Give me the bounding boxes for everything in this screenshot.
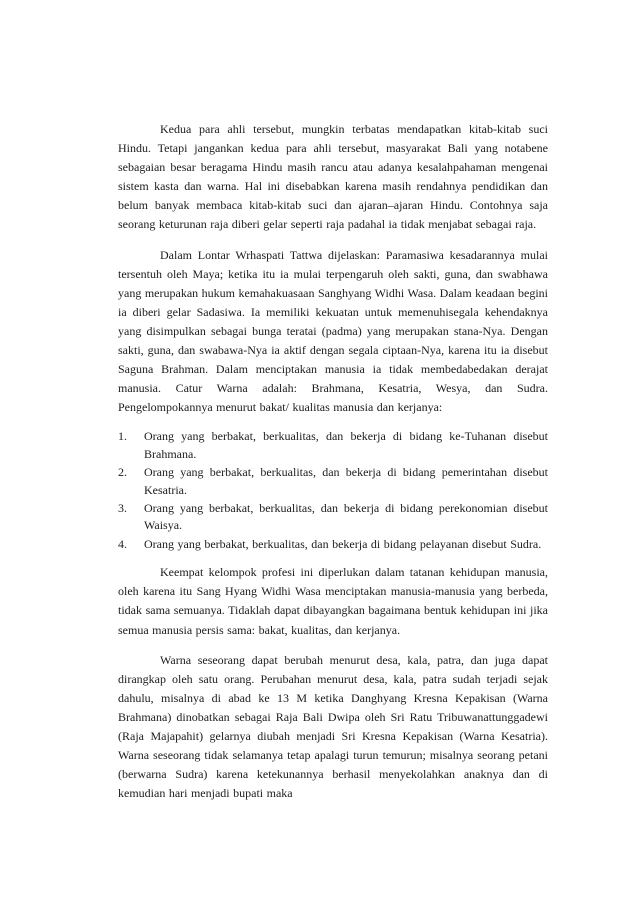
list-item [118, 500, 548, 535]
list-item [118, 536, 548, 553]
paragraph-warna-seseorang: Warna seseorang dapat berubah menurut desa, kala, patra, dan juga dapat dirangkap oleh satu orang. Perubahan menurut desa, kala, patra sudah terjadi sejak dahulu, misalnya di abad ke 13 M ketika Danghyang Kresna Kepakisan (Warna Brahmana) dinobatkan sebagai Raja Bali Dwipa oleh Sri Ratu Tribuwanattunggadewi (Raja Majapahit) gelarnya diubah menjadi Sri Kresna Kepakisan (Warna Kesatria). Warna seseorang tidak selamanya tetap apalagi turun temurun; misalnya seorang petani (berwarna Sudra) karena ketekunannya berhasil menyekolahkan anaknya dan di kemudian hari menjadi bupati maka [118, 652, 548, 801]
list-item [118, 428, 548, 463]
list-item-text: Orang yang berbakat, berkualitas, dan bekerja di bidang ke-Tuhanan disebut Brahmana. [144, 429, 548, 461]
list-item-number: 4. [118, 536, 127, 551]
paragraph-kedua-para-ahli: Kedua para ahli tersebut, mungkin terbatas mendapatkan kitab-kitab suci Hindu. Tetapi jangankan kedua para ahli tersebut, masyarakat Bali yang notabene sebagaian besar beragama Hindu masih rancu atau adanya kesalahpahaman mengenai sistem kasta dan warna. Hal ini disebabkan karena masih rendahnya pendidikan dan belum banyak membaca kitab-kitab suci dan ajaran–ajaran Hindu. Contohnya saja seorang keturunan raja diberi gelar seperti raja padahal ia tidak menjabat sebagai raja. [118, 122, 548, 232]
list-item-text: Orang yang berbakat, berkualitas, dan bekerja di bidang perekonomian disebut Waisya. [144, 501, 548, 533]
document-body [118, 120, 548, 814]
list-item [118, 464, 548, 499]
list-item-number: 1. [118, 429, 127, 444]
list-item-text: Orang yang berbakat, berkualitas, dan bekerja di bidang pemerintahan disebut Kesatria. [144, 465, 548, 497]
list-item-number: 3. [118, 501, 127, 516]
catur-warna-list [118, 428, 548, 553]
list-item-number: 2. [118, 465, 127, 480]
list-item-text: Orang yang berbakat, berkualitas, dan bekerja di bidang pelayanan disebut Sudra. [144, 536, 542, 551]
paragraph-keempat-kelompok: Keempat kelompok profesi ini diperlukan dalam tatanan kehidupan manusia, oleh karena itu Sang Hyang Widhi Wasa menciptakan manusia-manusia yang berbeda, tidak sama semuanya. Tidaklah dapat dibayangkan bagaimana bentuk kehidupan ini jika semua manusia persis sama: bakat, kualitas, dan kerjanya. [118, 565, 548, 637]
paragraph-lontar-wrhaspati: Dalam Lontar Wrhaspati Tattwa dijelaskan: Paramasiwa kesadarannya mulai tersentuh oleh Maya; ketika itu ia mulai terpengaruh oleh sakti, guna, dan swabhawa yang merupakan hukum kemahakuasaan Sanghyang Widhi Wasa. Dalam keadaan begini ia diberi gelar Sadasiwa. Ia memiliki kekuatan untuk memenuhisegala kehendaknya yang disimpulkan sebagai bunga teratai (padma) yang merupakan stana-Nya. Dengan sakti, guna, dan swabawa-Nya ia aktif dengan segala ciptaan-Nya, karena itu ia disebut Saguna Brahman. Dalam menciptakan manusia ia tidak membedabedakan derajat manusia. Catur Warna adalah: Brahmana, Kesatria, Wesya, dan Sudra. Pengelompokannya menurut bakat/ kualitas manusia dan kerjanya: [118, 247, 548, 415]
